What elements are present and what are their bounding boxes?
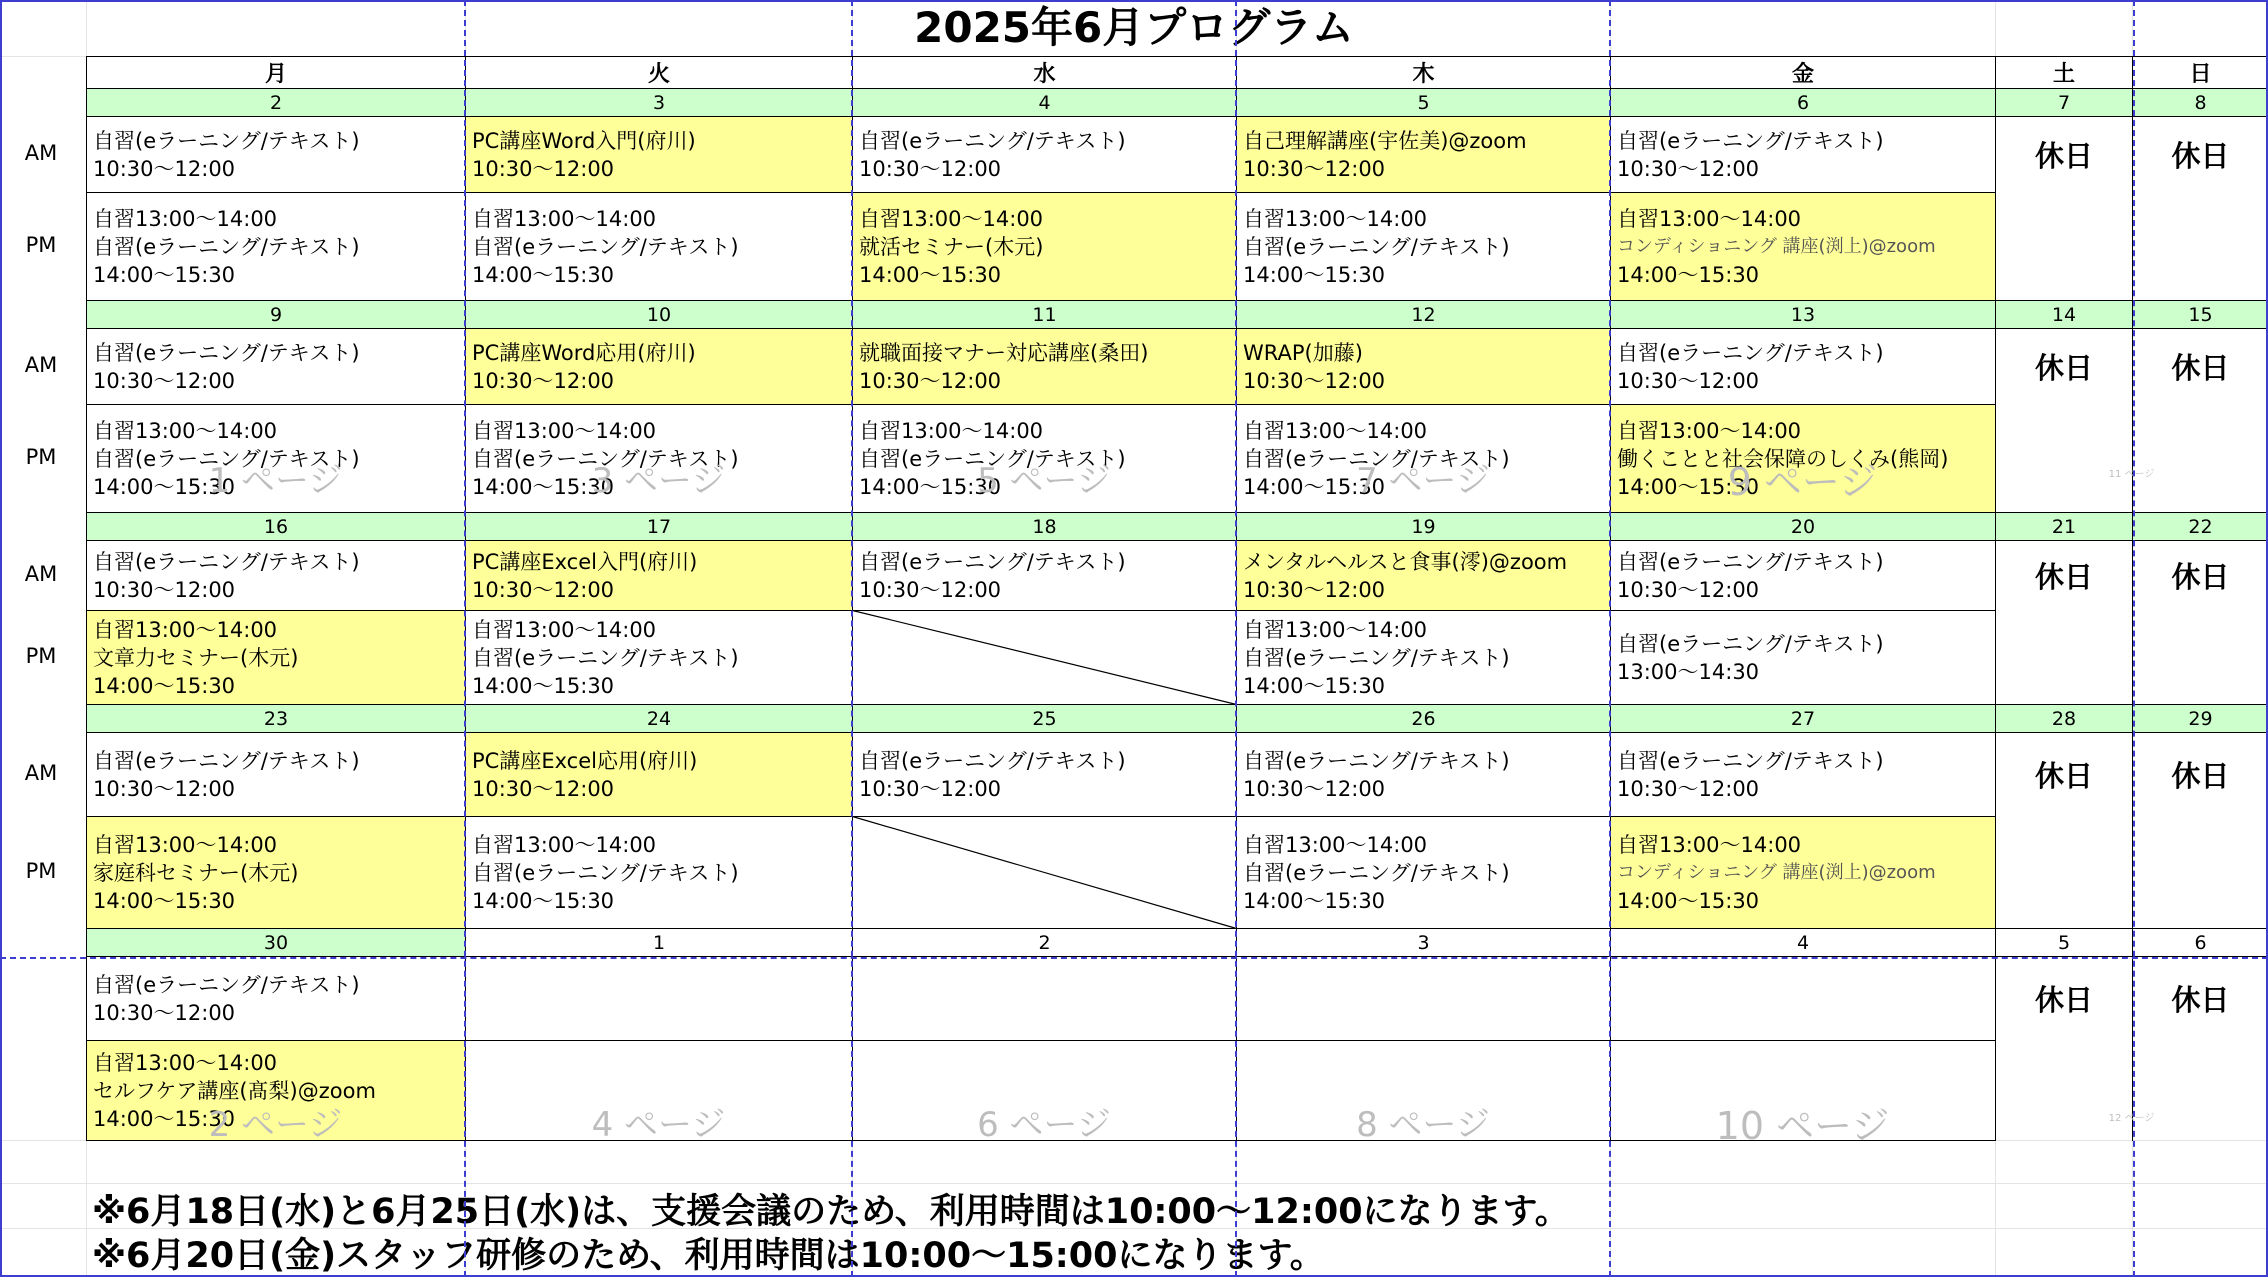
program-line: 10:30～12:00 [1243, 576, 1604, 604]
program-line: 14:00～15:30 [1617, 473, 1989, 501]
slot-label-am: AM [0, 353, 82, 377]
date-cell: 20 [1611, 513, 1996, 541]
program-line: 14:00～15:30 [93, 473, 459, 501]
date-cell: 23 [87, 705, 466, 733]
program-line: 自習(eラーニング/テキスト) [1617, 630, 1989, 658]
page-number-watermark: 7 ページ [1236, 453, 1610, 502]
date-cell: 19 [1237, 513, 1611, 541]
program-line: 自習13:00～14:00 [859, 205, 1230, 233]
weekday-header: 金 [1611, 57, 1996, 89]
program-cell [87, 611, 466, 705]
program-line: 自習13:00～14:00 [93, 205, 459, 233]
weekday-header: 月 [87, 57, 466, 89]
program-line: 自習13:00～14:00 [1243, 205, 1604, 233]
program-line: 14:00～15:30 [472, 473, 846, 501]
weekend-empty-cell [2133, 611, 2268, 705]
page-number-watermark: 8 ページ [1236, 1097, 1610, 1146]
slot-row-pm [87, 611, 2268, 705]
holiday-label: 休日 [1996, 733, 2133, 817]
program-line: 14:00～15:30 [472, 261, 846, 289]
program-line: 自習13:00～14:00 [472, 831, 846, 859]
date-cell: 14 [1996, 301, 2133, 329]
date-cell: 21 [1996, 513, 2133, 541]
program-cell [87, 817, 466, 929]
date-cell: 8 [2133, 89, 2268, 117]
program-line: 就職面接マナー対応講座(桑田) [859, 339, 1230, 367]
program-line: 自習13:00～14:00 [1243, 616, 1604, 644]
program-line: 13:00～14:30 [1617, 658, 1989, 686]
weekend-empty-cell [2133, 405, 2268, 513]
page-break-line [0, 957, 2268, 959]
program-line: 自習13:00～14:00 [1617, 205, 1989, 233]
program-cell [853, 329, 1237, 405]
program-cell [1237, 817, 1611, 929]
program-line: 自習(eラーニング/テキスト) [472, 445, 846, 473]
program-line: 自習(eラーニング/テキスト) [859, 445, 1230, 473]
program-line: 10:30～12:00 [859, 775, 1230, 803]
date-cell: 6 [2133, 929, 2268, 957]
program-cell [1237, 611, 1611, 705]
slot-row-am [87, 329, 2268, 405]
date-cell: 3 [466, 89, 853, 117]
program-line: 14:00～15:30 [93, 672, 459, 700]
program-cell [853, 117, 1237, 193]
slot-label-pm: PM [0, 233, 82, 257]
weekend-empty-cell [1996, 405, 2133, 513]
program-line: 14:00～15:30 [93, 261, 459, 289]
no-program-cell [853, 611, 1237, 705]
slot-row-am [87, 117, 2268, 193]
program-line: 10:30～12:00 [859, 367, 1230, 395]
holiday-label: 休日 [1996, 329, 2133, 405]
date-cell: 22 [2133, 513, 2268, 541]
page-number-watermark: 12 ページ [1995, 1109, 2268, 1124]
program-cell [87, 541, 466, 611]
program-line: 自習13:00～14:00 [93, 1049, 459, 1077]
program-cell [1237, 541, 1611, 611]
weekday-header: 日 [2133, 57, 2268, 89]
holiday-label: 休日 [2133, 117, 2268, 193]
note-1: ※6月18日(水)と6月25日(水)は、支援会議のため、利用時間は10:00～12:00になります。 [92, 1184, 1570, 1234]
date-cell: 12 [1237, 301, 1611, 329]
program-line: 自習(eラーニング/テキスト) [1243, 747, 1604, 775]
program-cell [466, 329, 853, 405]
program-line: 10:30～12:00 [1243, 155, 1604, 183]
program-cell [466, 733, 853, 817]
date-cell: 18 [853, 513, 1237, 541]
program-line: 自習(eラーニング/テキスト) [93, 339, 459, 367]
program-line: 10:30～12:00 [93, 775, 459, 803]
weekday-header: 水 [853, 57, 1237, 89]
program-line: コンディショニング 講座(渕上)@zoom [1617, 859, 1989, 887]
program-line: WRAP(加藤) [1243, 339, 1604, 367]
program-line: 10:30～12:00 [859, 155, 1230, 183]
date-cell: 11 [853, 301, 1237, 329]
weekend-empty-cell [1996, 1041, 2133, 1141]
program-line: 14:00～15:30 [93, 1105, 459, 1133]
program-line: 就活セミナー(木元) [859, 233, 1230, 261]
date-cell: 7 [1996, 89, 2133, 117]
program-line: 自習13:00～14:00 [472, 417, 846, 445]
program-line: 14:00～15:30 [1243, 473, 1604, 501]
program-line: 自習13:00～14:00 [1617, 417, 1989, 445]
program-line: 自習(eラーニング/テキスト) [859, 127, 1230, 155]
page-number-watermark: 1 ページ [86, 453, 465, 502]
holiday-label: 休日 [2133, 957, 2268, 1041]
page-number-watermark: 4 ページ [465, 1097, 852, 1146]
date-cell: 3 [1237, 929, 1611, 957]
slot-label-pm: PM [0, 859, 82, 883]
date-cell: 29 [2133, 705, 2268, 733]
program-line: PC講座Word入門(府川) [472, 127, 846, 155]
program-line: 自習(eラーニング/テキスト) [859, 747, 1230, 775]
program-line: メンタルヘルスと食事(澪)@zoom [1243, 548, 1604, 576]
slot-row-pm [87, 817, 2268, 929]
program-cell [853, 193, 1237, 301]
program-line: PC講座Word応用(府川) [472, 339, 846, 367]
program-line: 自習(eラーニング/テキスト) [472, 644, 846, 672]
program-line: 自習(eラーニング/テキスト) [93, 548, 459, 576]
date-cell: 2 [87, 89, 466, 117]
note-2: ※6月20日(金)スタッフ研修のため、利用時間は10:00～15:00になります。 [92, 1228, 1325, 1278]
program-line: 自習(eラーニング/テキスト) [472, 233, 846, 261]
slot-row-am [87, 957, 2268, 1041]
program-cell [853, 957, 1237, 1041]
program-line: 自習(eラーニング/テキスト) [472, 859, 846, 887]
date-cell: 9 [87, 301, 466, 329]
date-cell: 10 [466, 301, 853, 329]
program-line: 自習(eラーニング/テキスト) [93, 233, 459, 261]
weekend-empty-cell [2133, 817, 2268, 929]
program-line: 自習(eラーニング/テキスト) [859, 548, 1230, 576]
program-cell [87, 193, 466, 301]
program-line: 10:30～12:00 [93, 155, 459, 183]
program-line: 10:30～12:00 [93, 999, 459, 1027]
program-line: 自習13:00～14:00 [859, 417, 1230, 445]
program-line: PC講座Excel応用(府川) [472, 747, 846, 775]
program-line: 自習(eラーニング/テキスト) [1243, 644, 1604, 672]
program-line: 働くことと社会保障のしくみ(熊岡) [1617, 445, 1989, 473]
program-line: 自習(eラーニング/テキスト) [1243, 859, 1604, 887]
program-cell [1611, 117, 1996, 193]
date-cell: 30 [87, 929, 466, 957]
program-cell [466, 193, 853, 301]
weekday-header: 火 [466, 57, 853, 89]
date-cell: 15 [2133, 301, 2268, 329]
program-line: 10:30～12:00 [1617, 367, 1989, 395]
date-cell: 1 [466, 929, 853, 957]
program-line: 10:30～12:00 [1243, 367, 1604, 395]
program-line: 自習13:00～14:00 [472, 205, 846, 233]
program-line: 10:30～12:00 [1243, 775, 1604, 803]
slot-label-pm: PM [0, 445, 82, 469]
page-break-line [851, 0, 853, 1277]
holiday-label: 休日 [2133, 733, 2268, 817]
date-cell: 5 [1996, 929, 2133, 957]
program-line: 自習(eラーニング/テキスト) [93, 445, 459, 473]
holiday-label: 休日 [1996, 117, 2133, 193]
weekend-empty-cell [1996, 193, 2133, 301]
date-cell: 26 [1237, 705, 1611, 733]
slot-label-pm: PM [0, 644, 82, 668]
date-cell: 27 [1611, 705, 1996, 733]
program-cell [1237, 117, 1611, 193]
program-cell [853, 733, 1237, 817]
weekend-empty-cell [1996, 817, 2133, 929]
date-cell: 25 [853, 705, 1237, 733]
page-break-line [2133, 0, 2135, 1277]
no-program-cell [853, 817, 1237, 929]
program-line: 10:30～12:00 [472, 775, 846, 803]
program-line: 自習(eラーニング/テキスト) [1617, 548, 1989, 576]
program-line: 14:00～15:30 [1243, 887, 1604, 915]
program-line: 10:30～12:00 [1617, 576, 1989, 604]
program-line: 自己理解講座(宇佐美)@zoom [1243, 127, 1604, 155]
program-cell [87, 117, 466, 193]
slot-label-am: AM [0, 562, 82, 586]
page-number-watermark: 6 ページ [852, 1097, 1236, 1146]
date-cell: 17 [466, 513, 853, 541]
program-line: 10:30～12:00 [472, 367, 846, 395]
date-cell: 4 [853, 89, 1237, 117]
page-number-watermark: 3 ページ [465, 453, 852, 502]
program-line: 10:30～12:00 [93, 576, 459, 604]
date-cell: 2 [853, 929, 1237, 957]
program-line: 10:30～12:00 [1617, 775, 1989, 803]
program-line: 自習(eラーニング/テキスト) [1617, 747, 1989, 775]
slot-row-am [87, 541, 2268, 611]
program-cell [1611, 817, 1996, 929]
program-cell [1237, 733, 1611, 817]
holiday-label: 休日 [2133, 329, 2268, 405]
date-cell: 13 [1611, 301, 1996, 329]
program-line: 自習13:00～14:00 [1243, 417, 1604, 445]
page-number-watermark: 11 ページ [1995, 465, 2268, 480]
page-number-watermark: 2 ページ [86, 1097, 465, 1146]
program-cell [466, 957, 853, 1041]
program-line: PC講座Excel入門(府川) [472, 548, 846, 576]
program-line: 自習13:00～14:00 [93, 417, 459, 445]
program-line: 10:30～12:00 [1617, 155, 1989, 183]
program-line: 14:00～15:30 [1617, 261, 1989, 289]
slot-label-am: AM [0, 141, 82, 165]
program-cell [466, 611, 853, 705]
page-number-watermark: 9 ページ [1610, 451, 1995, 506]
program-line: 自習13:00～14:00 [93, 616, 459, 644]
date-cell: 28 [1996, 705, 2133, 733]
program-cell [1611, 611, 1996, 705]
weekday-header: 木 [1237, 57, 1611, 89]
page-break-line [1609, 0, 1611, 1277]
holiday-label: 休日 [2133, 541, 2268, 611]
program-cell [87, 329, 466, 405]
program-line: 自習13:00～14:00 [1243, 831, 1604, 859]
program-line: 家庭科セミナー(木元) [93, 859, 459, 887]
program-cell [87, 733, 466, 817]
program-cell [1611, 733, 1996, 817]
program-line: 自習(eラーニング/テキスト) [1243, 445, 1604, 473]
program-line: 自習13:00～14:00 [1617, 831, 1989, 859]
program-cell [1237, 329, 1611, 405]
program-line: 14:00～15:30 [1243, 261, 1604, 289]
date-cell: 5 [1237, 89, 1611, 117]
weekend-empty-cell [1996, 611, 2133, 705]
slot-row-pm [87, 193, 2268, 301]
weekend-empty-cell [2133, 1041, 2268, 1141]
program-line: 14:00～15:30 [859, 261, 1230, 289]
slot-row-am [87, 733, 2268, 817]
program-line: 自習(eラーニング/テキスト) [1617, 127, 1989, 155]
page-title: 2025年6月プログラム [0, 0, 2268, 56]
program-line: 10:30～12:00 [93, 367, 459, 395]
program-cell [466, 117, 853, 193]
program-line: 自習(eラーニング/テキスト) [93, 127, 459, 155]
date-cell: 4 [1611, 929, 1996, 957]
program-line: 14:00～15:30 [859, 473, 1230, 501]
program-line: 自習(eラーニング/テキスト) [1243, 233, 1604, 261]
program-cell [853, 541, 1237, 611]
date-cell: 16 [87, 513, 466, 541]
page-break-line [464, 0, 466, 1277]
program-line: 14:00～15:30 [472, 672, 846, 700]
page-number-watermark: 5 ページ [852, 453, 1236, 502]
program-line: 自習(eラーニング/テキスト) [93, 971, 459, 999]
program-line: 14:00～15:30 [472, 887, 846, 915]
holiday-label: 休日 [1996, 541, 2133, 611]
program-cell [1611, 957, 1996, 1041]
program-line: 10:30～12:00 [472, 155, 846, 183]
program-cell [466, 817, 853, 929]
program-calendar [86, 56, 2268, 1141]
program-cell [1237, 193, 1611, 301]
program-cell [1611, 329, 1996, 405]
program-line: 14:00～15:30 [1617, 887, 1989, 915]
program-cell [1611, 541, 1996, 611]
slot-label-am: AM [0, 761, 82, 785]
program-line: コンディショニング 講座(渕上)@zoom [1617, 233, 1989, 261]
holiday-label: 休日 [1996, 957, 2133, 1041]
program-line: 14:00～15:30 [1243, 672, 1604, 700]
program-line: 自習(eラーニング/テキスト) [1617, 339, 1989, 367]
weekday-header: 土 [1996, 57, 2133, 89]
program-line: 自習13:00～14:00 [93, 831, 459, 859]
program-cell [1237, 957, 1611, 1041]
weekend-empty-cell [2133, 193, 2268, 301]
date-cell: 6 [1611, 89, 1996, 117]
program-cell [1611, 193, 1996, 301]
program-line: 10:30～12:00 [472, 576, 846, 604]
program-line: 自習13:00～14:00 [472, 616, 846, 644]
program-line: 14:00～15:30 [93, 887, 459, 915]
page-break-line [1235, 0, 1237, 1277]
program-line: セルフケア講座(髙梨)@zoom [93, 1077, 459, 1105]
page-number-watermark: 10 ページ [1610, 1095, 1995, 1150]
program-cell [466, 541, 853, 611]
program-line: 文章力セミナー(木元) [93, 644, 459, 672]
program-line: 10:30～12:00 [859, 576, 1230, 604]
date-cell: 24 [466, 705, 853, 733]
program-cell [87, 957, 466, 1041]
program-line: 自習(eラーニング/テキスト) [93, 747, 459, 775]
